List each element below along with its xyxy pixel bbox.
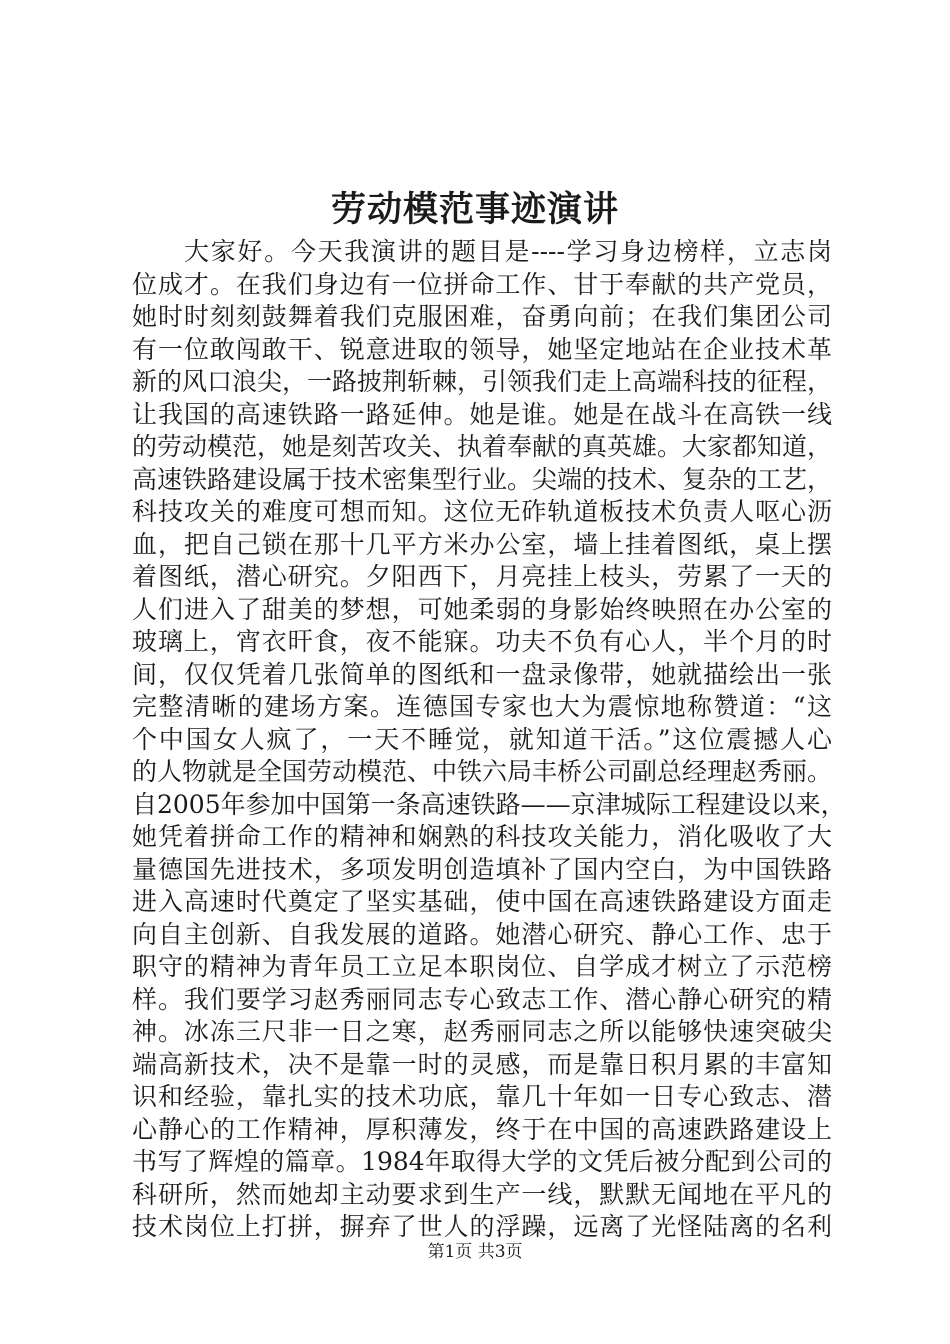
body-line: 样。我们要学习赵秀丽同志专心致志工作、潜心静心研究的精 [132,984,832,1014]
body-line: 人们进入了甜美的梦想，可她柔弱的身影始终映照在办公室的 [132,594,832,624]
body-line: 神。冰冻三尺非一日之寒，赵秀丽同志之所以能够快速突破尖 [132,1017,832,1046]
body-line: 完整清晰的建场方案。连德国专家也大为震惊地称赞道：“这 [132,692,832,721]
body-line: 的劳动模范，她是刻苦攻关、执着奉献的真英雄。大家都知道， [132,432,833,461]
body-line: 识和经验，靠扎实的技术功底，靠几十年如一日专心致志、潜 [132,1082,832,1111]
body-line: 大家好。今天我演讲的题目是----学习身边榜样，立志岗 [184,237,832,266]
body-line: 她时时刻刻鼓舞着我们克服困难，奋勇向前；在我们集团公司 [132,302,832,331]
body-line: 向自主创新、自我发展的道路。她潜心研究、静心工作、忠于 [132,919,832,949]
body-line: 着图纸，潜心研究。夕阳西下，月亮挂上枝头，劳累了一天的 [132,562,832,591]
document-title: 劳动模范事迹演讲 [330,189,619,230]
page-footer: 第1页 共3页 [427,1242,523,1262]
body-line: 间，仅仅凭着几张简单的图纸和一盘录像带，她就描绘出一张 [132,659,832,689]
body-line: 有一位敢闯敢干、锐意进取的领导，她坚定地站在企业技术革 [132,334,832,364]
body-line: 量德国先进技术，多项发明创造填补了国内空白，为中国铁路 [132,854,832,884]
body-line: 心静心的工作精神，厚积薄发，终于在中国的高速跌路建设上 [132,1114,832,1144]
body-line: 进入高速时代奠定了坚实基础，使中国在高速铁路建设方面走 [132,887,832,916]
body-line: 她凭着拼命工作的精神和娴熟的科技攻关能力，消化吸收了大 [132,822,832,851]
body-line: 个中国女人疯了，一天不睡觉，就知道干活。”这位震撼人心 [132,724,832,754]
body-line: 让我国的高速铁路一路延伸。她是谁。她是在战斗在高铁一线 [132,399,832,429]
body-line: 血，把自己锁在那十几平方米办公室，墙上挂着图纸，桌上摆 [132,529,832,559]
body-line: 高速铁路建设属于技术密集型行业。尖端的技术、复杂的工艺， [132,464,833,494]
body-line: 自2005年参加中国第一条高速铁路——京津城际工程建设以来， [132,789,846,819]
body-line: 科技攻关的难度可想而知。这位无砟轨道板技术负责人呕心沥 [132,497,832,526]
body-line: 书写了辉煌的篇章。1984年取得大学的文凭后被分配到公司的 [132,1147,832,1176]
body-line: 新的风口浪尖，一路披荆斩棘，引领我们走上高端科技的征程， [132,367,833,396]
body-line: 技术岗位上打拼，摒弃了世人的浮躁，远离了光怪陆离的名利 [132,1212,832,1241]
body-line: 玻璃上，宵衣旰食，夜不能寐。功夫不负有心人，半个月的时 [132,627,832,656]
body-line: 的人物就是全国劳动模范、中铁六局丰桥公司副总经理赵秀丽。 [132,757,833,786]
body-line: 科研所，然而她却主动要求到生产一线，默默无闻地在平凡的 [132,1179,832,1209]
body-line: 位成才。在我们身边有一位拼命工作、甘于奉献的共产党员， [132,269,832,299]
body-line: 端高新技术，决不是靠一时的灵感，而是靠日积月累的丰富知 [132,1049,832,1079]
document-body [132,236,846,1244]
body-line: 职守的精神为青年员工立足本职岗位、自学成才树立了示范榜 [132,952,832,981]
